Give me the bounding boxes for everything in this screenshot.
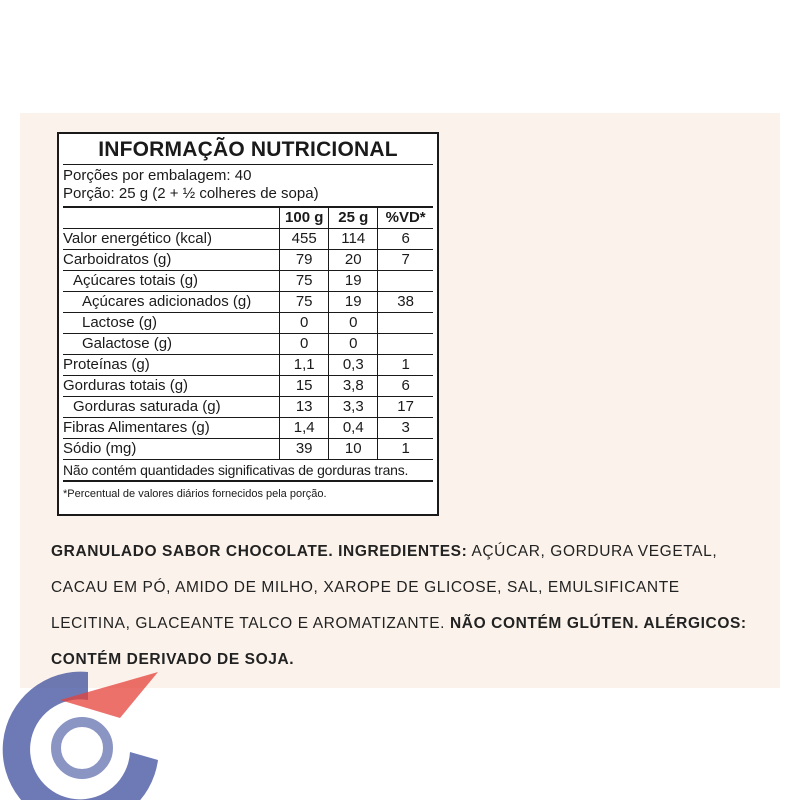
value-vd: 38 — [378, 292, 433, 313]
serving-info — [63, 165, 433, 203]
value-25g: 0 — [329, 313, 378, 334]
nutrient-name: Sódio (mg) — [63, 439, 280, 460]
nutrient-name: Açúcares adicionados (g) — [63, 292, 280, 313]
logo-inner-circle — [56, 722, 108, 774]
value-vd: 3 — [378, 418, 433, 439]
nutrient-name: Gorduras saturada (g) — [63, 397, 280, 418]
nutrient-name: Lactose (g) — [63, 313, 280, 334]
product-and-ingredients-heading: GRANULADO SABOR CHOCOLATE. INGREDIENTES: — [51, 543, 468, 560]
value-100g: 13 — [280, 397, 329, 418]
allergen-warning: CONTÉM DERIVADO DE SOJA. — [51, 651, 295, 668]
table-row — [63, 250, 433, 271]
trans-fat-note: Não contém quantidades significativas de gorduras trans. — [63, 460, 433, 482]
value-100g: 1,4 — [280, 418, 329, 439]
nutrition-table — [63, 206, 433, 460]
value-25g: 10 — [329, 439, 378, 460]
value-100g: 0 — [280, 313, 329, 334]
gluten-allergen-heading: NÃO CONTÉM GLÚTEN. ALÉRGICOS: — [450, 615, 747, 632]
header-per-100g: 100 g — [280, 207, 329, 229]
value-vd — [378, 334, 433, 355]
table-row — [63, 229, 433, 250]
value-vd: 1 — [378, 439, 433, 460]
value-vd: 17 — [378, 397, 433, 418]
header-nutrient — [63, 207, 280, 229]
value-100g: 75 — [280, 271, 329, 292]
header-per-serving: 25 g — [329, 207, 378, 229]
table-header-row — [63, 207, 433, 229]
value-vd: 7 — [378, 250, 433, 271]
nutrient-name: Gorduras totais (g) — [63, 376, 280, 397]
value-vd: 6 — [378, 376, 433, 397]
value-100g: 15 — [280, 376, 329, 397]
nutrient-name: Carboidratos (g) — [63, 250, 280, 271]
table-row — [63, 313, 433, 334]
value-25g: 0,4 — [329, 418, 378, 439]
value-vd: 1 — [378, 355, 433, 376]
value-100g: 75 — [280, 292, 329, 313]
header-daily-value: %VD* — [378, 207, 433, 229]
table-row — [63, 271, 433, 292]
nutrition-facts-label — [57, 132, 439, 516]
table-row — [63, 334, 433, 355]
nutrient-name: Galactose (g) — [63, 334, 280, 355]
value-100g: 79 — [280, 250, 329, 271]
daily-value-footnote: *Percentual de valores diários fornecidos pela porção. — [63, 488, 327, 500]
ingredients-line-2: CACAU EM PÓ, AMIDO DE MILHO, XAROPE DE GLICOSE, SAL, EMULSIFICANTE — [51, 579, 680, 596]
value-100g: 0 — [280, 334, 329, 355]
nutrient-name: Valor energético (kcal) — [63, 229, 280, 250]
value-25g: 0 — [329, 334, 378, 355]
value-vd: 6 — [378, 229, 433, 250]
value-25g: 3,8 — [329, 376, 378, 397]
value-25g: 0,3 — [329, 355, 378, 376]
table-row — [63, 418, 433, 439]
nutrient-name: Fibras Alimentares (g) — [63, 418, 280, 439]
table-row — [63, 439, 433, 460]
ingredients-line-3 — [51, 606, 751, 642]
value-25g: 19 — [329, 271, 378, 292]
value-25g: 20 — [329, 250, 378, 271]
servings-per-package: Porções por embalagem: 40 — [63, 167, 252, 184]
value-100g: 1,1 — [280, 355, 329, 376]
value-vd — [378, 313, 433, 334]
serving-size: Porção: 25 g (2 + ½ colheres de sopa) — [63, 185, 319, 202]
table-row — [63, 397, 433, 418]
value-25g: 114 — [329, 229, 378, 250]
nutrient-name: Proteínas (g) — [63, 355, 280, 376]
label-title: INFORMAÇÃO NUTRICIONAL — [63, 134, 433, 165]
ingredients-list-part-3: LECITINA, GLACEANTE TALCO E AROMATIZANTE. — [51, 615, 450, 632]
ingredients-line-1 — [51, 534, 751, 570]
table-row — [63, 292, 433, 313]
brand-logo-icon — [0, 660, 170, 800]
ingredients-list-part-1: AÇÚCAR, GORDURA VEGETAL, — [467, 543, 718, 560]
value-100g: 455 — [280, 229, 329, 250]
nutrient-name: Açúcares totais (g) — [63, 271, 280, 292]
table-row — [63, 355, 433, 376]
ingredients-text — [51, 534, 751, 678]
value-25g: 19 — [329, 292, 378, 313]
table-row — [63, 376, 433, 397]
value-25g: 3,3 — [329, 397, 378, 418]
value-100g: 39 — [280, 439, 329, 460]
value-vd — [378, 271, 433, 292]
